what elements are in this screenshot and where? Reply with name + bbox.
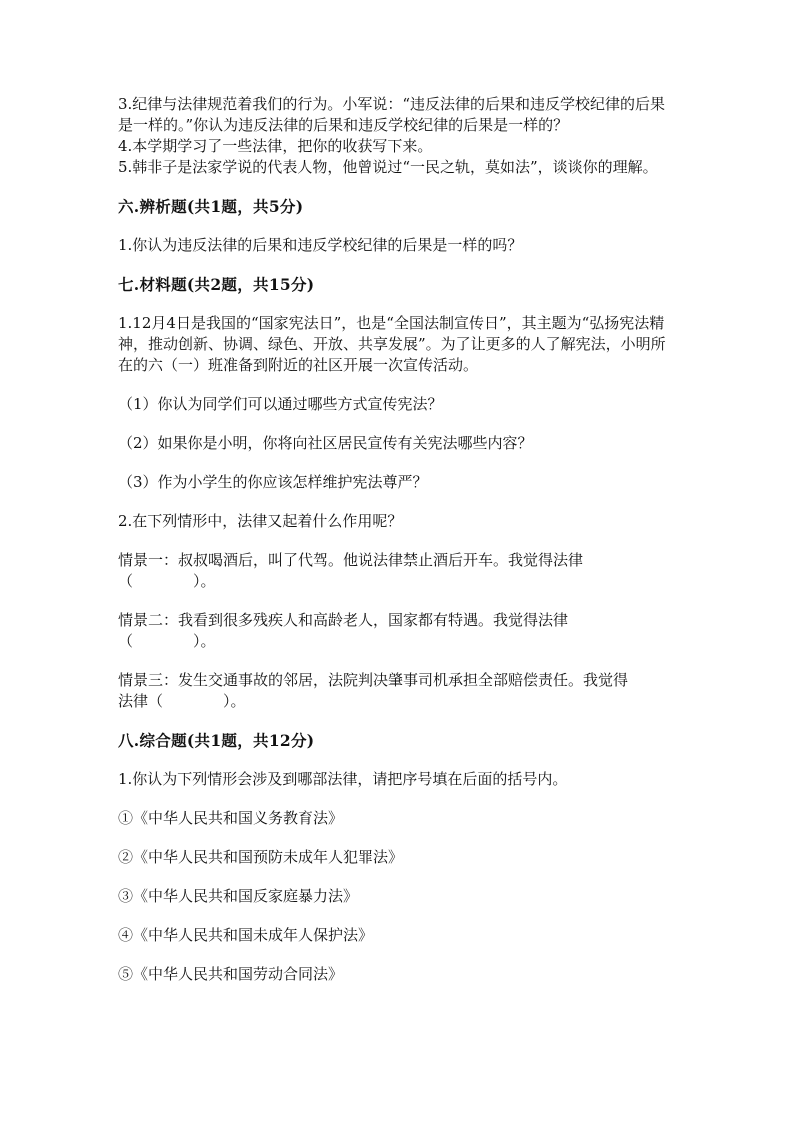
law-item-5: ⑤《中华人民共和国劳动合同法》 bbox=[118, 965, 344, 983]
section-7-q1-sub-3: （3）作为小学生的你应该怎样维护宪法尊严？ bbox=[118, 473, 428, 491]
document-page bbox=[118, 94, 670, 985]
section-8-title: 八.综合题(共1题，共12分) bbox=[118, 731, 315, 750]
section-7-question-1: 1.12月4日是我国的“国家宪法日”，也是“全国法制宣传日”，其主题为“弘扬宪法精神，推动创新、协调、绿色、开放、共享发展”。为了让更多的人了解宪法，小明所在的六（一）班准备到附近的社区开展一次宣传活动。 bbox=[118, 314, 666, 374]
question-4: 4.本学期学习了一些法律，把你的收获写下来。 bbox=[118, 137, 433, 155]
scene-2-line-2: （ ）。 bbox=[118, 632, 216, 650]
section-7-title: 七.材料题(共2题，共15分) bbox=[118, 275, 315, 294]
law-item-2: ②《中华人民共和国预防未成年人犯罪法》 bbox=[118, 848, 404, 866]
section-7-q1-sub-1: （1）你认为同学们可以通过哪些方式宣传宪法？ bbox=[118, 395, 443, 413]
law-item-4: ④《中华人民共和国未成年人保护法》 bbox=[118, 926, 374, 944]
section-6-question-1: 1.你认为违反法律的后果和违反学校纪律的后果是一样的吗？ bbox=[118, 236, 523, 254]
scene-3-line-1: 情景三：发生交通事故的邻居，法院判决肇事司机承担全部赔偿责任。我觉得 bbox=[118, 671, 629, 689]
section-6-title: 六.辨析题(共1题，共5分) bbox=[118, 197, 304, 216]
scene-2-line-1: 情景二：我看到很多残疾人和高龄老人，国家都有特遇。我觉得法律 bbox=[118, 611, 569, 629]
section-8-question-1: 1.你认为下列情形会涉及到哪部法律，请把序号填在后面的括号内。 bbox=[118, 770, 568, 788]
top-questions bbox=[118, 94, 670, 178]
question-5: 5.韩非子是法家学说的代表人物，他曾说过“一民之轨，莫如法”，谈谈你的理解。 bbox=[118, 158, 658, 176]
section-7-question-2: 2.在下列情形中，法律又起着什么作用呢？ bbox=[118, 512, 403, 530]
scene-1-line-1: 情景一：叔叔喝酒后，叫了代驾。他说法律禁止酒后开车。我觉得法律 bbox=[118, 551, 584, 569]
scene-3-line-2: 法律（ ）。 bbox=[118, 692, 246, 710]
scene-1-line-2: （ ）。 bbox=[118, 572, 216, 590]
section-7-q1-sub-2: （2）如果你是小明，你将向社区居民宣传有关宪法哪些内容？ bbox=[118, 434, 533, 452]
law-item-1: ①《中华人民共和国义务教育法》 bbox=[118, 809, 344, 827]
question-3: 3.纪律与法律规范着我们的行为。小军说：“违反法律的后果和违反学校纪律的后果是一样的。”你认为违反法律的后果和违反学校纪律的后果是一样的？ bbox=[118, 95, 665, 134]
law-item-3: ③《中华人民共和国反家庭暴力法》 bbox=[118, 887, 359, 905]
